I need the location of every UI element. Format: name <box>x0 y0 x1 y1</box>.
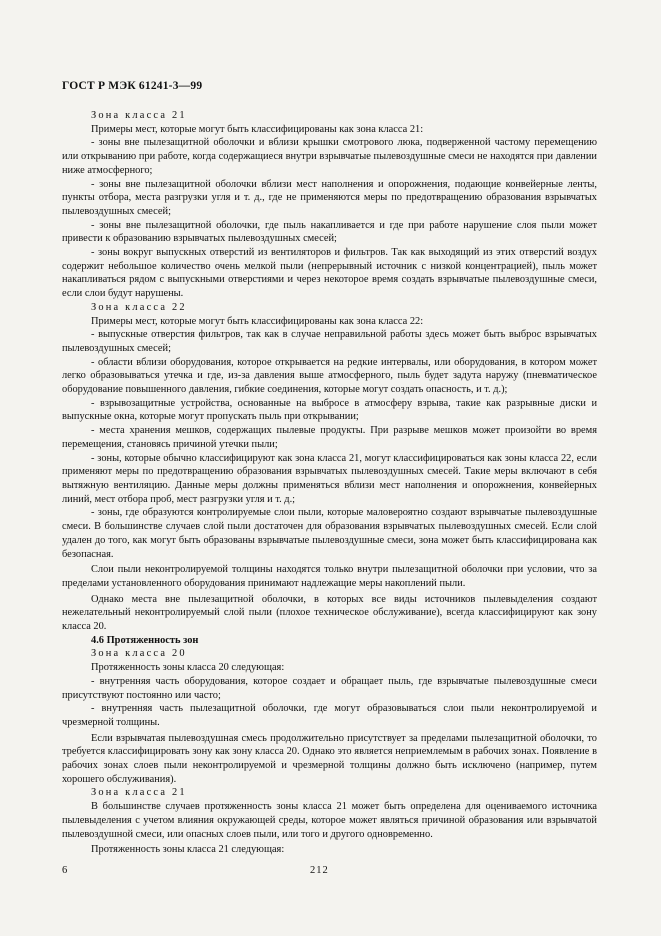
paragraph: - взрывозащитные устройства, основанные на выбросе в атмосферу взрыва, такие как разрывные диски и выпускные окна, которые могут пропускать пыль при открывании; <box>62 397 597 423</box>
document-header: ГОСТ Р МЭК 61241-3—99 <box>62 80 203 92</box>
paragraph: - внутренняя часть оборудования, которое создает и обращает пыль, где взрывчатые пылевоздушные смеси присутствуют постоянно или часто; <box>62 675 597 701</box>
paragraph: - зоны вне пылезащитной оболочки вблизи мест наполнения и опорожнения, подающие конвейерные ленты, пункты отбора, места разгрузки угля и т. д., где не применяются меры по предотвращению образования взрывчатых пылевоздушных смесей; <box>62 178 597 217</box>
paragraph: - зоны вне пылезащитной оболочки, где пыль накапливается и где при работе нарушение слоя пыли может привести к образованию взрывчатых пылевоздушных смесей; <box>62 219 597 245</box>
paragraph: - места хранения мешков, содержащих пылевые продукты. При разрыве мешков может произойти во время перемещения, становясь причиной утечки пыли; <box>62 425 597 450</box>
paragraph: - зоны вне пылезащитной оболочки и вблизи крышки смотрового люка, подверженной частому перемещению или открыванию при работе, когда содержащиеся внутри взрывчатые пылевоздушные смеси не находятся при давлении ниже атмосферного; <box>62 137 597 176</box>
zone-21-heading: Зона класса 21 <box>91 787 187 799</box>
paragraph: - области вблизи оборудования, которое открывается на редкие интервалы, или оборудования, в котором может легко образовываться утечка и где, из-за давления выше атмосферного, пыль будет задута наружу (пневматическое оборудование повышенного давления, гибкие соединения, которые могут создать опасность, и т. д.); <box>62 356 597 396</box>
paragraph: Слои пыли неконтролируемой толщины находятся только внутри пылезащитной оболочки при условии, что за пределами установленного оборудования принимают надлежащие меры накоплений пыли. <box>62 564 597 589</box>
paragraph: Примеры мест, которые могут быть классифицированы как зона класса 21: <box>91 123 424 135</box>
paragraph: - внутренняя часть пылезащитной оболочки, где могут образовываться слои пыли неконтролируемой и чрезмерной толщины. <box>62 703 597 728</box>
paragraph: Протяженность зоны класса 21 следующая: <box>91 844 285 856</box>
paragraph: - зоны, которые обычно классифицируют как зона класса 21, могут классифицироваться как зоны класса 22, если применяют меры по предотвращению образования взрывчатых пылевоздушных смесей. Такие меры включают в себя вытяжную вентиляцию. Данные меры должны применяться вблизи мест наполнения и опорожнения, конвейерных линий, мест отбора проб, мест разгрузки угля и т. д.; <box>62 452 597 505</box>
paragraph: Если взрывчатая пылевоздушная смесь продолжительно присутствует за пределами пылезащитной оболочки, то требуется классифицировать зону как зону класса 20. Однако это является неприемлемым в рабочих зонах. Появление в рабочих зонах слоев пыли неконтролируемой и чрезмерной толщины должно быть исключено (например, путем хорошего обслуживания). <box>62 732 597 785</box>
document-body <box>62 109 597 857</box>
zone-20-heading: Зона класса 20 <box>91 648 187 660</box>
paragraph: В большинстве случаев протяженность зоны класса 21 может быть определена для оцениваемого источника пылевыделения с учетом влияния окружающей среды, которое может являться причиной образования или взрывчатой пылевоздушной смеси, или опасных слоев пыли, или того и другого одновременно. <box>62 801 597 840</box>
paragraph: - выпускные отверстия фильтров, так как в случае неправильной работы здесь может быть выброс взрывчатых пылевоздушных смесей; <box>62 329 597 354</box>
paragraph: Примеры мест, которые могут быть классифицированы как зона класса 22: <box>91 315 424 327</box>
zone-22-heading: Зона класса 22 <box>91 301 187 313</box>
zone-21-heading: Зона класса 21 <box>91 110 187 121</box>
page-number: 6 <box>62 865 68 876</box>
paragraph: - зоны, где образуются контролируемые слои пыли, которые маловероятно создают взрывчатые пылевоздушные смеси. В большинстве случаев слой пыли достаточен для образования взрывчатых пылевоздушных смесей. Если слой удален до того, как могут быть образованы взрывчатые пылевоздушные смеси, зона может быть классифицирована как безопасная. <box>62 507 597 560</box>
paragraph: Однако места вне пылезащитной оболочки, в которых все виды источников пылевыделения создают нежелательный неконтролируемый слой пыли (плохое техническое обслуживание), всегда классифицируют как зону класса 20. <box>62 593 597 633</box>
paragraph: - зоны вокруг выпускных отверстий из вентиляторов и фильтров. Так как выходящий из этих отверстий воздух содержит небольшое количество очень мелкой пыли (непрерывный источник с низкой концентрацией), пыль может накапливаться рядом с выпускными отверстиями и через некоторое время создать взрывчатые пылевоздушные смеси, если слои будут нарушены. <box>62 247 597 300</box>
section-heading: 4.6 Протяженность зон <box>91 634 199 646</box>
paragraph: Протяженность зоны класса 20 следующая: <box>91 662 285 674</box>
footer-mark: 212 <box>310 865 329 876</box>
